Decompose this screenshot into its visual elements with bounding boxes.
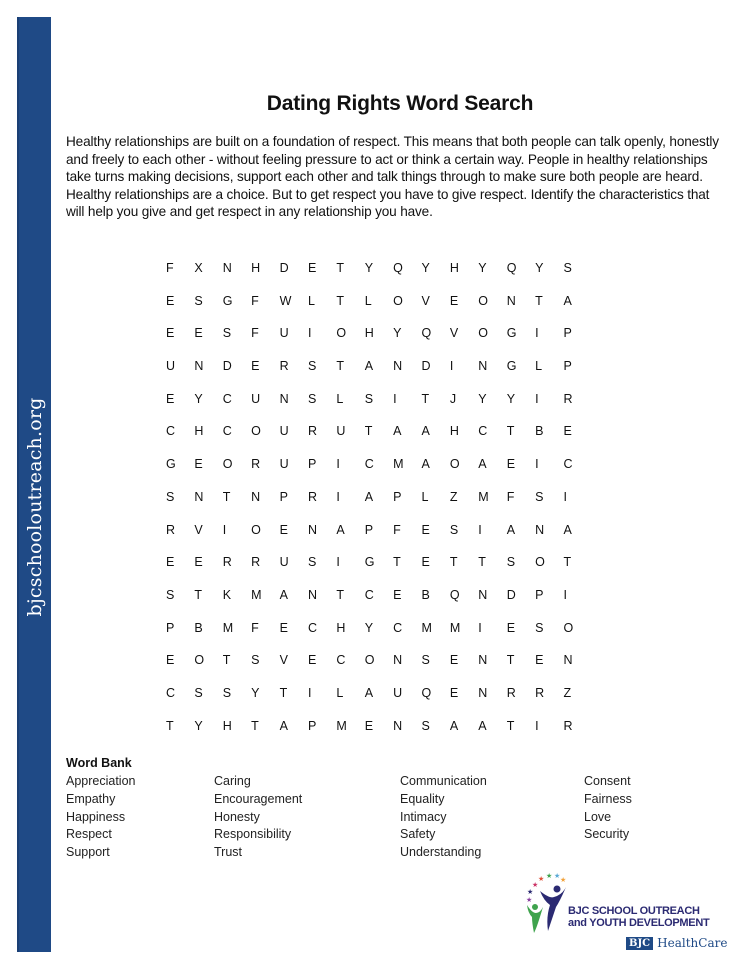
people-stars-icon — [524, 873, 568, 935]
grid-letter: C — [364, 457, 374, 472]
bjc-brand-box: BJC — [626, 937, 653, 950]
grid-letter: A — [279, 718, 288, 733]
grid-letter: N — [478, 685, 488, 700]
grid-letter: U — [279, 326, 289, 341]
grid-letter: E — [166, 391, 175, 406]
grid-letter: A — [336, 522, 345, 537]
grid-letter: A — [563, 522, 572, 537]
grid-letter: R — [222, 555, 232, 570]
grid-letter: E — [449, 293, 459, 308]
word-bank-item: Honesty — [214, 809, 260, 824]
grid-letter: P — [307, 457, 317, 472]
grid-letter: P — [563, 326, 572, 341]
grid-letter: I — [478, 620, 482, 635]
grid-letter: O — [563, 620, 574, 635]
word-bank-item: Intimacy — [400, 809, 447, 824]
grid-letter: Y — [506, 391, 516, 406]
grid-letter: W — [279, 293, 292, 308]
word-bank-item: Appreciation — [66, 774, 136, 788]
word-bank-item: Encouragement — [214, 791, 303, 806]
grid-letter: R — [279, 359, 289, 374]
grid-letter: H — [336, 620, 346, 635]
grid-letter: I — [535, 718, 539, 733]
grid-letter: U — [393, 685, 403, 700]
grid-letter: S — [194, 293, 203, 308]
grid-letter: N — [506, 293, 516, 308]
grid-letter: T — [251, 718, 259, 733]
sidebar-url-text: bjcschooloutreach.org — [24, 397, 46, 617]
grid-letter: F — [393, 522, 401, 537]
grid-letter: T — [449, 555, 458, 570]
grid-letter: Y — [194, 391, 203, 406]
grid-letter: R — [166, 522, 176, 537]
grid-letter: F — [506, 489, 515, 504]
grid-letter: E — [449, 653, 459, 668]
grid-letter: N — [535, 522, 545, 537]
grid-letter: U — [279, 424, 289, 439]
grid-letter: N — [194, 359, 204, 374]
grid-letter: I — [563, 489, 567, 504]
grid-letter: S — [421, 718, 430, 733]
grid-letter: O — [393, 293, 403, 308]
grid-letter: U — [279, 555, 289, 570]
grid-letter: G — [364, 555, 375, 570]
grid-letter: N — [279, 391, 289, 406]
grid-letter: U — [336, 424, 346, 439]
svg-text:★: ★ — [546, 873, 553, 880]
grid-letter: S — [535, 620, 544, 635]
grid-letter: C — [222, 391, 232, 406]
grid-letter: N — [478, 587, 488, 602]
grid-letter: T — [478, 555, 486, 570]
grid-letter: M — [421, 620, 432, 635]
word-bank-item: Fairness — [584, 791, 632, 806]
grid-letter: L — [336, 391, 344, 406]
grid-letter: R — [535, 685, 545, 700]
grid-letter: H — [449, 261, 459, 275]
grid-letter: S — [307, 359, 317, 374]
grid-letter: T — [563, 555, 572, 570]
grid-letter: E — [279, 522, 288, 537]
grid-letter: I — [222, 522, 227, 537]
grid-letter: S — [194, 685, 203, 700]
grid-letter: R — [251, 555, 261, 570]
grid-letter: I — [393, 391, 397, 406]
svg-text:★: ★ — [560, 877, 567, 884]
grid-letter: I — [535, 391, 539, 406]
grid-letter: Z — [449, 489, 458, 504]
grid-letter: E — [506, 620, 516, 635]
grid-letter: T — [535, 293, 543, 308]
grid-letter: T — [279, 685, 288, 700]
grid-letter: O — [478, 293, 489, 308]
grid-letter: Y — [421, 261, 430, 275]
grid-letter: Y — [535, 261, 544, 275]
grid-letter: L — [535, 359, 543, 374]
grid-letter: O — [251, 424, 261, 439]
word-bank-item: Trust — [214, 845, 243, 860]
grid-letter: R — [563, 718, 573, 733]
grid-letter: A — [506, 522, 516, 537]
svg-text:★: ★ — [538, 876, 545, 883]
grid-letter: P — [307, 718, 317, 733]
grid-letter: T — [364, 424, 373, 439]
grid-letter: A — [364, 685, 374, 700]
grid-letter: N — [307, 522, 317, 537]
grid-letter: Y — [478, 261, 487, 275]
grid-letter: O — [449, 457, 460, 472]
grid-letter: T — [336, 359, 344, 374]
grid-letter: C — [364, 587, 374, 602]
grid-letter: A — [478, 718, 487, 733]
grid-letter: Z — [563, 685, 572, 700]
grid-letter: E — [166, 653, 175, 668]
word-bank-item: Respect — [66, 827, 112, 842]
grid-letter: M — [449, 620, 461, 635]
intro-paragraph: Healthy relationships are built on a foundation of respect. This means that both people can talk openly, honestly and freely to each other - without feeling pressure to act or think a certain way. People in healthy relationships take turns making decisions, support each other and talk things through to make sure both people are heard. Healthy relationships are a choice. But to get respect you have to give respect. Identify the characteristics that will help you give and get respect in any relationship you have. — [66, 134, 719, 220]
word-bank-column-3 — [400, 773, 487, 862]
grid-letter: B — [535, 424, 544, 439]
grid-letter: I — [535, 326, 539, 341]
svg-text:★: ★ — [526, 897, 533, 904]
grid-letter: L — [421, 489, 429, 504]
grid-letter: E — [421, 555, 430, 570]
grid-letter: C — [166, 685, 176, 700]
grid-letter: S — [166, 489, 175, 504]
grid-letter: O — [222, 457, 233, 472]
grid-letter: Y — [364, 261, 374, 275]
grid-letter: S — [307, 391, 317, 406]
grid-letter: D — [506, 587, 516, 602]
grid-letter: Q — [421, 326, 432, 341]
grid-letter: A — [393, 424, 402, 439]
grid-letter: O — [364, 653, 375, 668]
grid-letter: C — [222, 424, 232, 439]
grid-letter: C — [166, 424, 176, 439]
word-bank-item: Communication — [400, 774, 487, 788]
grid-letter: E — [393, 587, 402, 602]
grid-letter: N — [251, 489, 261, 504]
grid-letter: E — [194, 326, 203, 341]
grid-letter: G — [506, 326, 517, 341]
grid-letter: X — [194, 261, 203, 275]
word-bank-item: Happiness — [66, 809, 126, 824]
grid-letter: A — [364, 489, 374, 504]
grid-letter: Q — [393, 261, 403, 275]
grid-letter: U — [251, 391, 261, 406]
grid-letter: M — [393, 457, 404, 472]
grid-letter: H — [251, 261, 261, 275]
grid-letter: F — [166, 261, 174, 275]
grid-letter: C — [478, 424, 488, 439]
grid-letter: S — [535, 489, 544, 504]
grid-letter: S — [222, 326, 232, 341]
grid-letter: E — [307, 653, 317, 668]
grid-letter: T — [506, 424, 515, 439]
grid-letter: E — [194, 555, 203, 570]
grid-letter: N — [563, 653, 573, 668]
grid-letter: H — [194, 424, 204, 439]
grid-letter: N — [478, 359, 488, 374]
word-bank-item: Support — [66, 845, 110, 860]
grid-letter: E — [166, 555, 175, 570]
grid-letter: E — [449, 685, 459, 700]
grid-letter: Y — [251, 685, 260, 700]
grid-letter: A — [364, 359, 374, 374]
logo-line-1: BJC SCHOOL OUTREACH — [568, 905, 700, 917]
grid-letter: S — [166, 587, 175, 602]
grid-letter: T — [506, 653, 515, 668]
grid-letter: A — [449, 718, 459, 733]
grid-letter: A — [563, 293, 572, 308]
grid-letter: L — [336, 685, 344, 700]
grid-letter: S — [563, 261, 572, 275]
bjc-healthcare-brand — [626, 936, 727, 950]
grid-letter: R — [506, 685, 516, 700]
grid-letter: S — [506, 555, 516, 570]
word-bank-item: Security — [584, 827, 630, 842]
grid-letter: E — [563, 424, 572, 439]
grid-letter: E — [506, 457, 516, 472]
grid-letter: M — [251, 587, 262, 602]
grid-letter: U — [166, 359, 176, 374]
grid-letter: L — [364, 293, 372, 308]
grid-letter: R — [251, 457, 261, 472]
grid-letter: O — [194, 653, 205, 668]
grid-letter: C — [563, 457, 573, 472]
grid-letter: T — [421, 391, 430, 406]
grid-letter: C — [393, 620, 403, 635]
grid-letter: I — [449, 359, 454, 374]
word-bank-item: Equality — [400, 791, 445, 806]
grid-letter: N — [222, 261, 232, 275]
word-bank-column-1 — [66, 773, 136, 862]
grid-letter: T — [336, 293, 344, 308]
word-bank-item: Love — [584, 809, 612, 824]
healthcare-brand-text: HealthCare — [657, 936, 728, 950]
grid-letter: G — [166, 457, 176, 472]
grid-letter: T — [166, 718, 174, 733]
grid-letter: I — [336, 457, 340, 472]
grid-letter: U — [279, 457, 289, 472]
grid-letter: I — [307, 326, 312, 341]
grid-letter: H — [222, 718, 232, 733]
grid-letter: A — [421, 457, 430, 472]
grid-letter: O — [336, 326, 347, 341]
grid-letter: A — [478, 457, 487, 472]
grid-letter: Y — [393, 326, 402, 341]
grid-letter: R — [307, 489, 317, 504]
grid-letter: N — [393, 718, 403, 733]
grid-letter: A — [421, 424, 430, 439]
grid-letter: N — [393, 653, 403, 668]
grid-letter: T — [222, 653, 231, 668]
grid-letter: M — [222, 620, 234, 635]
svg-text:★: ★ — [532, 882, 539, 889]
word-search-grid — [162, 258, 588, 748]
grid-letter: G — [506, 359, 517, 374]
grid-letter: E — [421, 522, 430, 537]
word-bank-item: Safety — [400, 827, 436, 842]
grid-letter: P — [393, 489, 402, 504]
grid-letter: A — [279, 587, 288, 602]
grid-letter: I — [478, 522, 482, 537]
logo-line-2: and YOUTH DEVELOPMENT — [568, 917, 710, 929]
word-bank-item: Consent — [584, 774, 631, 788]
word-bank-item: Understanding — [400, 845, 482, 860]
grid-letter: Y — [364, 620, 374, 635]
grid-letter: V — [449, 326, 459, 341]
grid-letter: E — [279, 620, 288, 635]
grid-letter: T — [194, 587, 203, 602]
grid-letter: G — [222, 293, 233, 308]
grid-letter: P — [279, 489, 288, 504]
word-bank-column-2 — [214, 773, 302, 862]
grid-letter: O — [251, 522, 261, 537]
word-bank-item: Responsibility — [214, 827, 292, 842]
grid-letter: S — [307, 555, 317, 570]
grid-letter: I — [563, 587, 567, 602]
svg-text:★: ★ — [527, 889, 534, 896]
grid-letter: D — [421, 359, 431, 374]
grid-letter: M — [478, 489, 489, 504]
grid-letter: B — [421, 587, 430, 602]
svg-text:★: ★ — [554, 873, 561, 880]
grid-letter: H — [364, 326, 374, 341]
grid-letter: H — [449, 424, 459, 439]
grid-letter: I — [307, 685, 312, 700]
grid-letter: K — [222, 587, 232, 602]
grid-letter: T — [336, 261, 344, 275]
grid-letter: P — [166, 620, 175, 635]
grid-letter: Y — [478, 391, 487, 406]
grid-letter: N — [478, 653, 488, 668]
grid-letter: V — [194, 522, 203, 537]
grid-letter: R — [307, 424, 317, 439]
grid-letter: P — [535, 587, 544, 602]
grid-letter: S — [421, 653, 430, 668]
grid-letter: V — [279, 653, 288, 668]
grid-letter: M — [336, 718, 347, 733]
grid-letter: N — [194, 489, 204, 504]
grid-letter: T — [393, 555, 401, 570]
grid-letter: E — [194, 457, 203, 472]
grid-letter: F — [251, 620, 259, 635]
grid-letter: J — [449, 391, 457, 406]
grid-letter: Q — [421, 685, 432, 700]
grid-letter: E — [307, 261, 317, 275]
grid-letter: R — [563, 391, 573, 406]
word-bank-item: Empathy — [66, 791, 116, 806]
grid-letter: L — [307, 293, 315, 308]
bjc-outreach-logo — [524, 873, 728, 953]
grid-letter: E — [166, 326, 175, 341]
grid-letter: S — [449, 522, 459, 537]
grid-letter: S — [251, 653, 260, 668]
grid-letter: O — [478, 326, 489, 341]
grid-letter: S — [222, 685, 232, 700]
word-bank-title: Word Bank — [66, 756, 132, 770]
grid-letter: F — [251, 293, 259, 308]
grid-letter: S — [364, 391, 374, 406]
grid-letter: D — [279, 261, 289, 275]
grid-letter: I — [535, 457, 539, 472]
grid-letter: Q — [449, 587, 460, 602]
grid-letter: N — [307, 587, 317, 602]
grid-letter: C — [307, 620, 317, 635]
grid-letter: F — [251, 326, 259, 341]
word-bank-column-4 — [584, 773, 632, 844]
grid-letter: E — [251, 359, 260, 374]
grid-letter: E — [535, 653, 544, 668]
grid-letter: E — [166, 293, 175, 308]
grid-letter: D — [222, 359, 232, 374]
grid-letter: I — [336, 489, 340, 504]
grid-letter: T — [336, 587, 344, 602]
grid-letter: P — [563, 359, 572, 374]
grid-letter: E — [364, 718, 374, 733]
word-bank-item: Caring — [214, 774, 251, 788]
grid-letter: N — [393, 359, 403, 374]
grid-letter: O — [535, 555, 545, 570]
grid-letter: Y — [194, 718, 203, 733]
grid-letter: T — [506, 718, 515, 733]
grid-letter: I — [336, 555, 340, 570]
sidebar-banner — [17, 17, 51, 952]
grid-letter: B — [194, 620, 203, 635]
grid-letter: C — [336, 653, 346, 668]
grid-letter: Q — [506, 261, 517, 275]
grid-letter: T — [222, 489, 231, 504]
grid-letter: V — [421, 293, 430, 308]
page-title: Dating Rights Word Search — [266, 92, 534, 115]
grid-letter: P — [364, 522, 374, 537]
